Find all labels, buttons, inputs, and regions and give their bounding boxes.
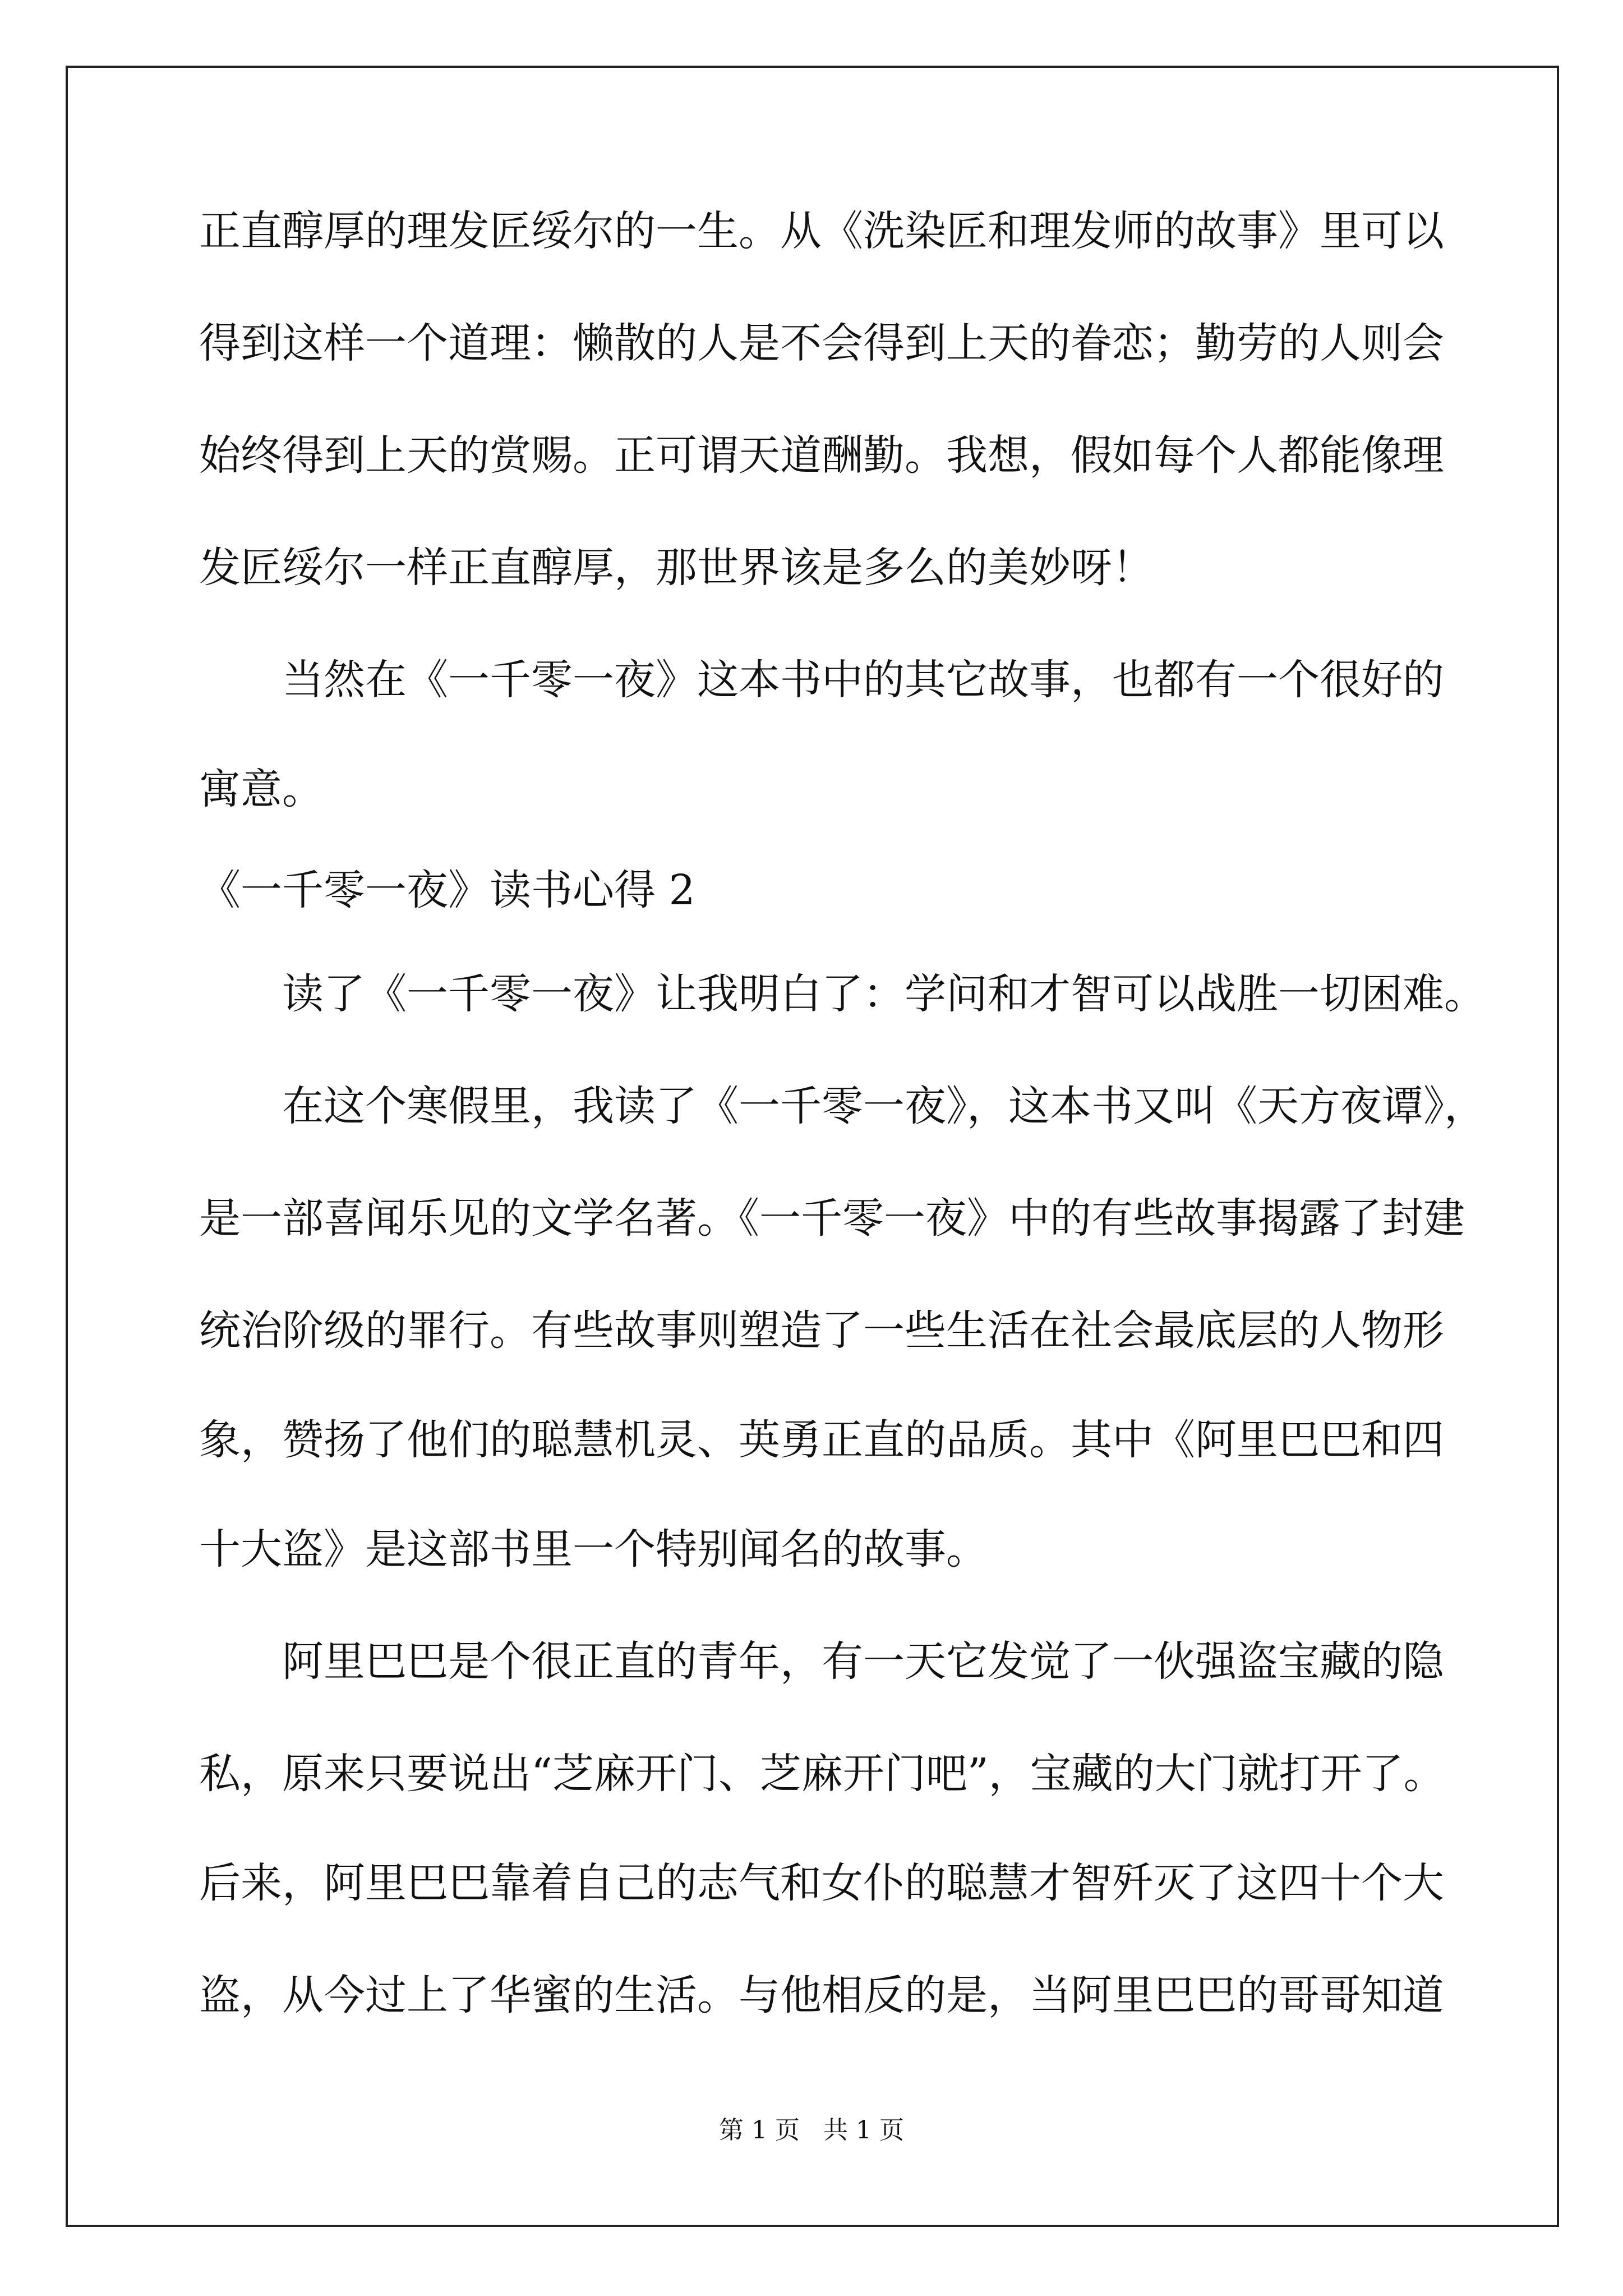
text-line: 得到这样一个道理：懒散的人是不会得到上天的眷恋；勤劳的人则会 (199, 319, 1444, 367)
text-line: 阿里巴巴是个很正直的青年，有一天它发觉了一伙强盗宝藏的隐 (282, 1637, 1444, 1686)
text-line: 象，赞扬了他们的聪慧机灵、英勇正直的品质。其中《阿里巴巴和四 (199, 1416, 1444, 1464)
text-line: 私，原来只要说出“芝麻开门、芝麻开门吧”，宝藏的大门就打开了。 (199, 1750, 1445, 1798)
text-line: 后来，阿里巴巴靠着自己的志气和女仆的聪慧才智歼灭了这四十个大 (199, 1859, 1444, 1907)
text-line: 十大盗》是这部书里一个特别闻名的故事。 (199, 1525, 988, 1573)
text-line: 寓意。 (199, 765, 324, 813)
text-line: 是一部喜闻乐见的文学名著。《一千零一夜》中的有些故事揭露了封建 (199, 1194, 1465, 1243)
text-line: 统治阶级的罪行。有些故事则塑造了一些生活在社会最底层的人物形 (199, 1306, 1444, 1355)
text-line: 发匠绥尔一样正直醇厚，那世界该是多么的美妙呀！ (199, 544, 1154, 592)
section-heading: 《一千零一夜》读书心得 2 (199, 866, 695, 914)
text-line: 始终得到上天的赏赐。正可谓天道酬勤。我想，假如每个人都能像理 (199, 431, 1444, 480)
text-line: 当然在《一千零一夜》这本书中的其它故事，也都有一个很好的 (282, 656, 1444, 704)
text-line: 盗，从今过上了华蜜的生活。与他相反的是，当阿里巴巴的哥哥知道 (199, 1971, 1444, 2019)
text-line: 正直醇厚的理发匠绥尔的一生。从《洗染匠和理发师的故事》里可以 (199, 207, 1444, 255)
text-line: 读了《一千零一夜》让我明白了：学问和才智可以战胜一切困难。 (282, 970, 1486, 1018)
page-footer: 第 1 页 共 1 页 (719, 2116, 904, 2145)
text-line: 在这个寒假里，我读了《一千零一夜》，这本书又叫《天方夜谭》， (282, 1082, 1486, 1130)
